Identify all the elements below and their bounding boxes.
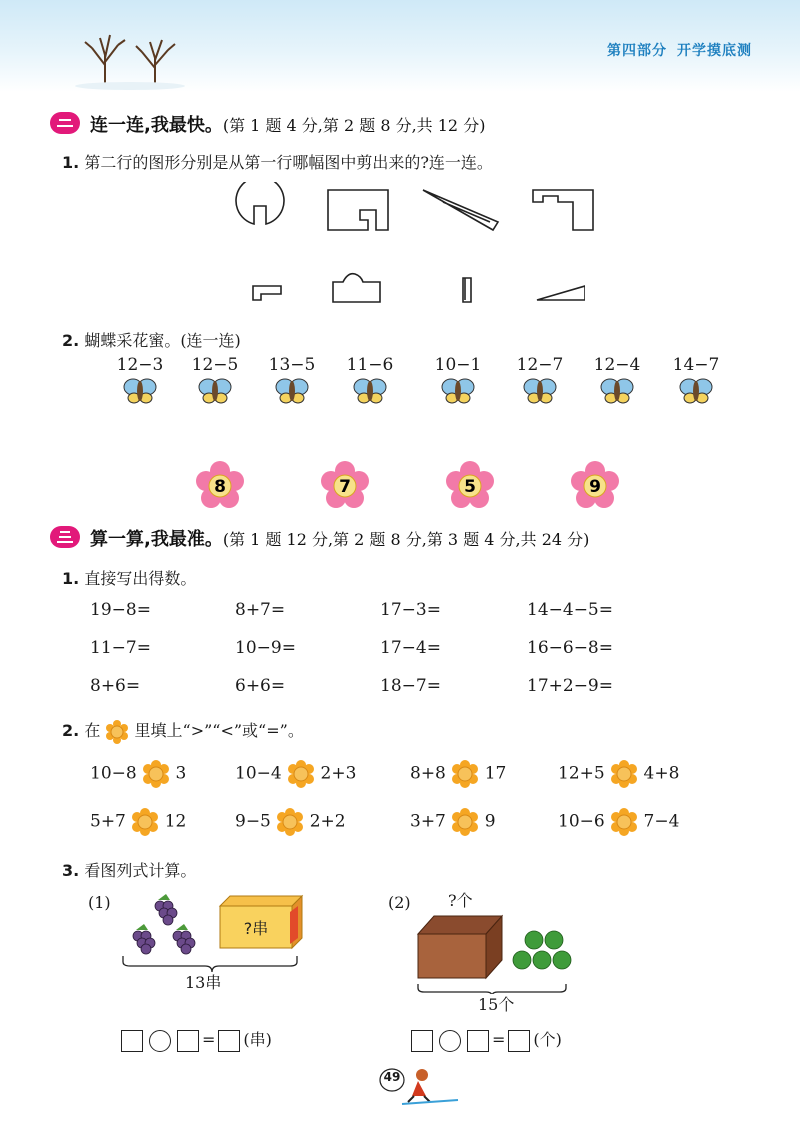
flower-number: 9 [589,477,601,497]
header-part: 第四部分 [607,43,667,59]
butterfly-item[interactable] [252,355,332,409]
compare-left: 12+5 [558,763,605,784]
s3-q2-num: 2. [62,721,80,740]
arith-item[interactable]: 14−4−5= [527,600,613,620]
p1-total: 13串 [185,973,222,992]
compare-right: 2+3 [320,763,357,784]
compare-left: 10−4 [235,763,282,784]
butterfly-expr: 12−7 [516,355,564,375]
small-triangle-shape [537,286,585,300]
flower-8[interactable] [196,461,244,508]
p2-label: (2) [388,893,411,912]
p2-unit: (个) [533,1030,562,1049]
s3-q2-text-pre: 在 [84,721,101,740]
compare-left: 3+7 [410,811,446,832]
butterfly-icon [274,375,310,405]
butterfly-expr: 11−6 [346,355,394,375]
sun-flower-icon[interactable] [451,808,479,836]
arith-item[interactable]: 8+6= [90,676,141,696]
answer-box[interactable] [508,1030,530,1052]
compare-right: 2+2 [309,811,346,832]
flower-9[interactable] [571,461,619,508]
butterfly-icon [599,375,635,405]
s2-q1-num: 1. [62,153,80,172]
compare-item [558,760,679,788]
butterfly-icon [440,375,476,405]
compare-right: 17 [484,763,507,784]
arith-item[interactable]: 16−6−8= [527,638,613,658]
section2-title: 连一连,我最快。 [90,115,223,136]
answer-box[interactable] [467,1030,489,1052]
arith-item[interactable]: 17−3= [380,600,441,620]
arith-item[interactable]: 18−7= [380,676,441,696]
arith-item[interactable]: 8+7= [235,600,286,620]
circle-shape [236,182,284,224]
bump-rect-shape [533,190,593,230]
p1-label: (1) [88,893,111,912]
butterfly-icon [352,375,388,405]
s3-q1-text: 直接写出得数。 [84,569,197,588]
operator-circle[interactable] [439,1030,461,1052]
butterfly-item[interactable] [175,355,255,409]
page-footer [378,1066,468,1106]
p2-equation: = (个) [408,1027,562,1052]
compare-item [410,808,496,836]
butterfly-item[interactable] [330,355,410,409]
s3-q3 [62,858,196,881]
butterfly-expr: 10−1 [434,355,482,375]
butterfly-item[interactable] [577,355,657,409]
box-label: ?串 [243,919,269,938]
compare-left: 8+8 [410,763,446,784]
section-badge-icon [50,526,80,548]
compare-item [90,760,186,788]
box-watermelon-figure [410,912,590,994]
operator-circle[interactable] [149,1030,171,1052]
section-badge-icon [50,112,80,134]
p2-top-text: ?个 [448,891,473,910]
header-title-text: 开学摸底测 [677,43,752,59]
butterfly-item[interactable] [656,355,736,409]
compare-item [410,760,506,788]
sun-flower-icon[interactable] [451,760,479,788]
sun-flower-icon[interactable] [610,760,638,788]
compare-right: 4+8 [643,763,680,784]
grapes-icon [133,894,195,954]
sun-flower-icon[interactable] [131,808,159,836]
open-box-icon [418,916,502,978]
p1-equation: = (串) [118,1027,272,1052]
winter-trees-icon [70,20,190,90]
arith-item[interactable]: 17−4= [380,638,441,658]
butterfly-icon [678,375,714,405]
l-piece-shape [253,286,281,300]
s2-q2 [62,328,241,351]
flower-7[interactable] [321,461,369,508]
section2-note: (第 1 题 4 分,第 2 题 8 分,共 12 分) [222,116,486,135]
answer-box[interactable] [411,1030,433,1052]
s3-q3-num: 3. [62,861,80,880]
flower-number: 7 [339,477,351,497]
butterfly-expr: 12−3 [116,355,164,375]
notched-rect-shape [328,190,388,230]
bar-piece-shape [463,278,471,302]
butterfly-item[interactable] [418,355,498,409]
compare-left: 5+7 [90,811,126,832]
butterfly-expr: 13−5 [268,355,316,375]
compare-item [235,760,356,788]
butterfly-expr: 12−5 [191,355,239,375]
answer-box[interactable] [121,1030,143,1052]
butterfly-expr: 12−4 [593,355,641,375]
flower-number: 8 [214,477,226,497]
page-number: 49 [383,1070,401,1084]
shapes-row-2 [245,268,585,308]
compare-item [235,808,346,836]
flower-5[interactable] [446,461,494,508]
s2-q1 [62,150,493,173]
butterfly-row [100,355,740,425]
compare-item [558,808,679,836]
section3-title: 算一算,我最准。 [90,529,223,550]
arith-item[interactable]: 11−7= [90,638,151,658]
sun-flower-icon[interactable] [287,760,315,788]
flower-row [190,458,620,514]
s2-q2-text: 蝴蝶采花蜜。(连一连) [84,331,241,350]
s2-q2-num: 2. [62,331,80,350]
triangle-shape [423,190,498,230]
p1-unit: (串) [243,1030,272,1049]
shapes-row-1 [228,182,608,242]
compare-right: 12 [164,811,187,832]
flower-number: 5 [464,477,476,497]
butterfly-icon [122,375,158,405]
answer-box[interactable] [177,1030,199,1052]
butterfly-icon [197,375,233,405]
sun-flower-icon [105,720,129,744]
s3-q3-text: 看图列式计算。 [84,861,197,880]
compare-left: 10−6 [558,811,605,832]
section3-note: (第 1 题 12 分,第 2 题 8 分,第 3 题 4 分,共 24 分) [222,530,590,549]
arith-item[interactable]: 10−9= [235,638,296,658]
compare-item [90,808,186,836]
compare-right: 9 [484,811,496,832]
arith-item[interactable]: 17+2−9= [527,676,613,696]
compare-right: 7−4 [643,811,680,832]
s3-q1 [62,566,196,589]
p2-total: 15个 [478,995,515,1014]
compare-left: 9−5 [235,811,271,832]
compare-left: 10−8 [90,763,137,784]
butterfly-expr: 14−7 [672,355,720,375]
sun-flower-icon[interactable] [142,760,170,788]
bump-piece-shape [333,274,380,302]
s3-q1-num: 1. [62,569,80,588]
sun-flower-icon[interactable] [276,808,304,836]
sun-flower-icon[interactable] [610,808,638,836]
compare-right: 3 [175,763,187,784]
butterfly-item[interactable] [100,355,180,409]
arith-item[interactable]: 6+6= [235,676,286,696]
s3-q2 [62,718,304,744]
watermelon-icon [513,931,571,969]
answer-box[interactable] [218,1030,240,1052]
arith-item[interactable]: 19−8= [90,600,151,620]
butterfly-item[interactable] [500,355,580,409]
header-title [597,40,752,60]
s2-q1-text: 第二行的图形分别是从第一行哪幅图中剪出来的?连一连。 [84,153,493,172]
s3-q2-text-post: 里填上“>”“<”或“=”。 [134,721,304,740]
butterfly-icon [522,375,558,405]
